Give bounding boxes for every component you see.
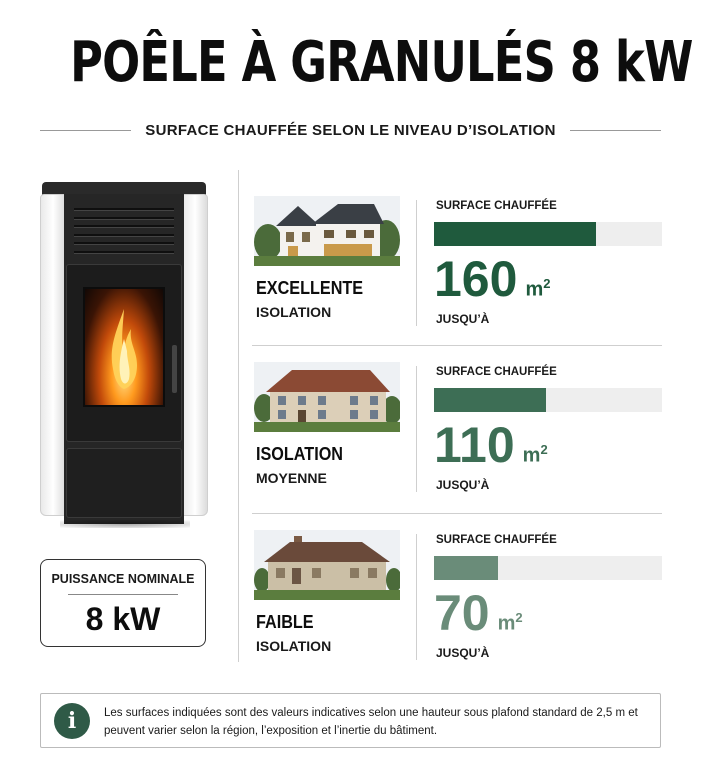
stove-shadow <box>60 520 190 528</box>
isolation-row-excellent <box>252 192 662 352</box>
stove-body <box>64 194 184 524</box>
isolation-label-line1: EXCELLENTE <box>256 278 364 298</box>
surface-label: SURFACE CHAUFFÉE <box>436 366 557 378</box>
surface-label: SURFACE CHAUFFÉE <box>436 534 557 546</box>
isolation-label-line1: FAIBLE <box>256 612 314 632</box>
info-box <box>40 693 661 748</box>
row-divider <box>416 534 417 660</box>
surface-value <box>434 585 523 641</box>
power-box <box>40 559 206 647</box>
subtitle: SURFACE CHAUFFÉE SELON LE NIVEAU D’ISOLATION <box>145 121 556 139</box>
isolation-label-line2: ISOLATION <box>256 638 332 654</box>
house-classic-image <box>254 362 400 432</box>
surface-label: SURFACE CHAUFFÉE <box>436 200 557 212</box>
info-icon: i <box>54 703 90 739</box>
subtitle-rule-left <box>40 130 131 131</box>
stove-flame <box>83 287 165 407</box>
row-divider <box>416 200 417 326</box>
subtitle-row <box>40 118 661 142</box>
pellet-stove-image <box>40 182 208 524</box>
row-separator <box>252 345 662 346</box>
surface-unit: $m^2$ <box>497 610 523 635</box>
jusqua-label: JUSQU’À <box>436 478 490 492</box>
row-separator <box>252 513 662 514</box>
isolation-label <box>256 612 406 654</box>
subtitle-rule-right <box>570 130 661 131</box>
isolation-label-line2: MOYENNE <box>256 470 327 486</box>
power-value: 8 kW <box>85 601 161 637</box>
info-text: Les surfaces indiquées sont des valeurs indicatives selon une hauteur sous plafond standard de 2,5 m et peuvent varier selon la région, l’exposition et l’inertie du bâtiment. <box>104 707 638 737</box>
surface-unit: $m^2$ <box>525 276 551 301</box>
power-label: PUISSANCE NOMINALE <box>51 572 195 586</box>
surface-number: 160 <box>434 251 518 307</box>
page-title: POÊLE À GRANULÉS 8 kW <box>70 30 693 95</box>
house-old-stone-image <box>254 530 400 600</box>
isolation-label <box>256 444 406 486</box>
surface-value <box>434 251 551 307</box>
isolation-label-line1: ISOLATION <box>256 444 344 464</box>
surface-unit: $m^2$ <box>522 442 548 467</box>
surface-number: 70 <box>434 585 490 641</box>
stove-side-right <box>182 194 208 516</box>
surface-bar-track <box>434 556 662 580</box>
stove-drawer <box>66 448 182 518</box>
jusqua-label: JUSQU’À <box>436 312 490 326</box>
house-modern-image <box>254 196 400 266</box>
surface-bar-fill <box>434 556 498 580</box>
surface-bar-fill <box>434 388 546 412</box>
power-separator <box>68 594 178 595</box>
isolation-label-line2: ISOLATION <box>256 304 332 320</box>
stove-handle <box>172 345 177 393</box>
surface-bar-fill <box>434 222 596 246</box>
surface-number: 110 <box>434 417 515 473</box>
surface-bar-track <box>434 222 662 246</box>
stove-side-left <box>40 194 66 516</box>
vertical-divider <box>238 170 239 662</box>
isolation-row-low <box>252 526 662 686</box>
isolation-row-medium <box>252 358 662 518</box>
surface-value <box>434 417 548 473</box>
stove-grille <box>74 208 174 254</box>
isolation-label <box>256 278 406 320</box>
surface-bar-track <box>434 388 662 412</box>
stove-door <box>66 264 182 442</box>
row-divider <box>416 366 417 492</box>
jusqua-label: JUSQU’À <box>436 646 490 660</box>
